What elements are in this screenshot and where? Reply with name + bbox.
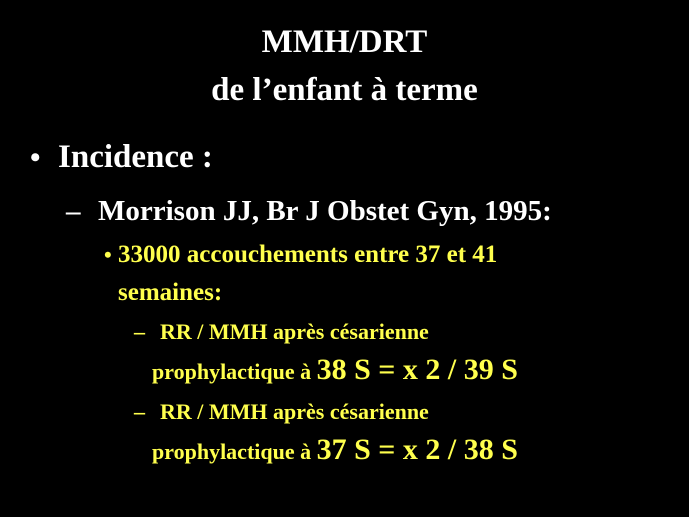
slide-title-line-1: MMH/DRT — [261, 24, 428, 60]
item-38-weeks-prefix: prophylactique à — [152, 359, 317, 384]
bullet-incidence — [30, 137, 213, 178]
bullet-incidence-text: Incidence : — [58, 139, 213, 175]
births-text-line-2: semaines: — [118, 279, 223, 306]
dash-marker: – — [66, 195, 81, 227]
item-37-weeks-line-2 — [152, 432, 518, 470]
dash-marker: – — [134, 399, 145, 424]
item-38-weeks-line-2 — [152, 352, 518, 390]
item-37-weeks-prefix: prophylactique à — [152, 439, 317, 464]
reference-text: Morrison JJ, Br J Obstet Gyn, 1995: — [98, 195, 552, 227]
births-text-line-1: 33000 accouchements entre 37 et 41 — [118, 241, 498, 268]
item-38-weeks-ratio: 38 S = x 2 / 39 S — [316, 353, 518, 386]
dash-marker: – — [134, 319, 145, 344]
slide-title-line-2: de l’enfant à terme — [211, 72, 478, 108]
bullet-marker: • — [104, 242, 112, 267]
item-38-weeks-text: RR / MMH après césarienne — [160, 319, 429, 344]
sub-bullet-reference — [66, 193, 552, 229]
item-37-weeks-text: RR / MMH après césarienne — [160, 399, 429, 424]
bullet-marker: • — [30, 141, 41, 174]
sub-sub-bullet-births — [104, 240, 497, 270]
item-37-weeks-line-1 — [134, 398, 429, 426]
item-37-weeks-ratio: 37 S = x 2 / 38 S — [316, 433, 518, 466]
item-38-weeks-line-1 — [134, 318, 429, 346]
